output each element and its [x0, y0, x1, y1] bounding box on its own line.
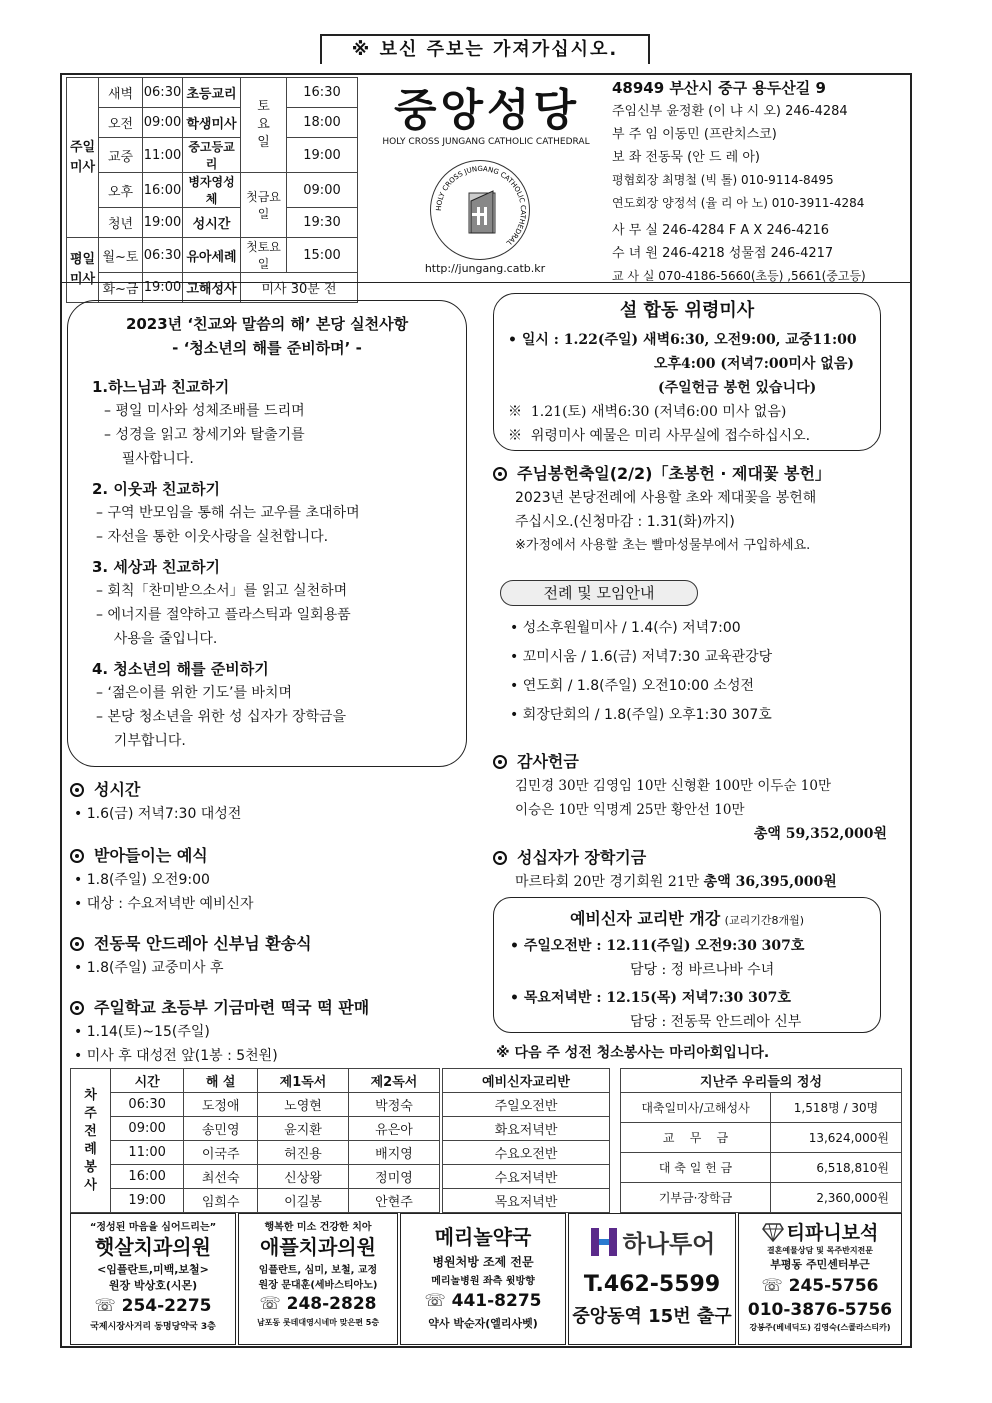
left-notices [70, 778, 490, 1068]
staff-line: 부 주 임 이동민 (프란치스코) [612, 127, 777, 142]
practice-item-line: – 구역 반모임을 통해 쉬는 교우를 초대하며 [96, 505, 360, 521]
scholarship-line: 마르타회 20만 경기회원 21만 [515, 874, 704, 890]
offerings-header: 지난주 우리들의 정성 [621, 1069, 902, 1093]
staff-line: 주임신부 윤정환 (이 냐 시 오) 246-4284 [612, 104, 848, 119]
presentation-title: 주님봉헌축일(2/2)「초봉헌 · 제대꽃 봉헌」 [517, 464, 831, 483]
liturgy-pill: 전례 및 모임안내 [500, 580, 698, 606]
staff-line: 보 좌 전동묵 (안 드 레 아) [612, 150, 760, 165]
ad-address: 중앙동역 15번 출구 [572, 1306, 732, 1327]
section-bullet-icon [493, 851, 507, 865]
mass-row-event: 중고등교리 [183, 138, 241, 173]
service-table [70, 1068, 440, 1213]
catechumen-line: • 목요저녁반 : 12.15(목) 저녁7:30 307호 [510, 990, 791, 1006]
mass-row-time: 06:30 [143, 78, 183, 108]
weekday-mass-label: 평일 미사 [67, 238, 99, 303]
catechism-class-cell: 주일오전반 [443, 1093, 610, 1117]
thanks-title: 감사헌금 [517, 752, 579, 771]
cathedral-logo [430, 160, 530, 260]
ad-name: 메리놀약국 [434, 1225, 532, 1249]
service-cell: 안현주 [349, 1189, 440, 1213]
notice-line: • 미사 후 대성전 앞(1봉 : 5천원) [74, 1048, 278, 1064]
service-cell: 박정숙 [349, 1093, 440, 1117]
service-header: 제1독서 [258, 1069, 349, 1093]
office-line: 수 녀 원 246-4218 성물점 246-4217 [612, 246, 834, 261]
table-row [71, 1189, 440, 1213]
offerings-value: 2,360,000원 [771, 1183, 902, 1213]
first-friday-label: 첫금요일 [241, 173, 287, 238]
service-cell: 유은아 [349, 1117, 440, 1141]
practice-item-line: – 성경을 읽고 창세기와 탈출기를 [104, 427, 305, 443]
catechism-class-cell: 목요저녁반 [443, 1189, 610, 1213]
catechumen-line: 담당 : 전동묵 안드레아 신부 [630, 1014, 802, 1030]
mass-row-event: 유아세례 [183, 238, 241, 273]
service-cell: 정미영 [349, 1165, 440, 1189]
notice-title: 주일학교 초등부 기금마련 떡국 떡 판매 [94, 998, 370, 1017]
section-bullet-icon [70, 1001, 84, 1015]
staff-line: 연도회장 양정석 (율 리 아 노) 010-3911-4284 [612, 196, 865, 210]
table-row [71, 1117, 440, 1141]
sunday-mass-label: 주일 미사 [67, 78, 99, 238]
ad-owner: 부평동 주민센터부근 [770, 1258, 870, 1271]
catechism-header: 예비신자교리반 [443, 1069, 610, 1093]
section-bullet-icon [70, 783, 84, 797]
church-name: 중앙성당 [393, 85, 580, 136]
section-bullet-icon [70, 849, 84, 863]
ad-address: 국제시장사거리 동명당약국 3층 [90, 1322, 216, 1332]
mass-row-name: 오후 [99, 173, 143, 208]
catechism-class-cell: 수요저녁반 [443, 1165, 610, 1189]
ad-phone: ☏ 254-2275 [94, 1296, 212, 1316]
notice-line: • 1.8(주일) 교중미사 후 [74, 960, 224, 976]
practice-item-title: 3. 세상과 친교하기 [92, 558, 221, 576]
presentation-line: 주십시오.(신청마감 : 1.31(화)까지) [515, 514, 735, 530]
ad-phone: ☏ 245-5756 [761, 1276, 879, 1296]
mass-row-time: 16:00 [143, 173, 183, 208]
section-bullet-icon [493, 467, 507, 481]
ad-name: 티파니보석 [786, 1222, 879, 1244]
practice-items [92, 375, 462, 753]
mass-row-event: 초등교리 [183, 78, 241, 108]
memorial-mass-line: ※ 1.21(토) 새벽6:30 (저녁6:00 미사 없음) [508, 404, 787, 420]
thanks-line: 이승은 10만 익명계 25만 황안선 10만 [515, 802, 745, 818]
practice-item-line: – 에너지를 절약하고 플라스틱과 일회용품 [96, 607, 351, 623]
memorial-mass-line: • 일시 : 1.22(주일) 새벽6:30, 오전9:00, 교중11:00 [508, 332, 857, 348]
saturday-time: 16:30 [287, 78, 358, 108]
service-cell: 06:30 [111, 1093, 184, 1117]
service-header: 제2독서 [349, 1069, 440, 1093]
saturday-time: 18:00 [287, 108, 358, 138]
saturday-label: 토 요 일 [241, 78, 287, 173]
practice-item-line: – 평일 미사와 성체조배를 드리며 [104, 403, 305, 419]
mass-row-event: 학생미사 [183, 108, 241, 138]
practice-item-line: – ‘젊은이를 위한 기도’를 바치며 [96, 685, 292, 701]
mass-schedule-table [66, 77, 358, 303]
practice-title: 2023년 ‘친교와 말씀의 해’ 본당 실천사항 [125, 315, 409, 333]
ad-hanatour [568, 1213, 736, 1345]
practice-item-title: 4. 청소년의 해를 준비하기 [92, 660, 269, 678]
ad-owner: 메리놀병원 좌측 윗방향 [431, 1276, 535, 1287]
ad-sub: 결혼예물상담 및 목주반지전문 [766, 1246, 874, 1255]
liturgy-item: • 연도회 / 1.8(주일) 오전10:00 소성전 [510, 678, 754, 694]
ad-sunshine-dental [70, 1213, 236, 1345]
catechism-class-cell: 화요저녁반 [443, 1117, 610, 1141]
saturday-time: 19:00 [287, 138, 358, 173]
service-cell: 허진용 [258, 1141, 349, 1165]
memorial-mass-title: 설 합동 위령미사 [619, 300, 755, 321]
ad-tag: 행복한 미소 건강한 치아 [264, 1222, 372, 1233]
table-row [71, 1141, 440, 1165]
church-address: 48949 부산시 중구 용두산길 9 [612, 79, 826, 97]
notice-line: • 1.14(토)~15(주일) [74, 1024, 210, 1040]
presentation-line: ※가정에서 사용할 초는 빨마성물부에서 구입하세요. [515, 538, 811, 553]
service-header: 시간 [111, 1069, 184, 1093]
mass-row-name: 청년 [99, 208, 143, 238]
office-line: 사 무 실 246-4284 F A X 246-4216 [612, 223, 830, 238]
first-saturday-label: 첫토요일 [241, 238, 287, 273]
service-cell: 이국주 [184, 1141, 258, 1165]
notice-line: • 1.6(금) 저녁7:30 대성전 [74, 806, 242, 822]
ad-tag: “정성된 마음을 심어드리는” [89, 1222, 217, 1233]
offerings-table [620, 1068, 902, 1213]
ad-extra: 강봉주(베네딕도) 김영숙(스콜라스티카) [749, 1323, 891, 1332]
notice-title: 받아들이는 예식 [94, 846, 208, 865]
service-cell: 임희수 [184, 1189, 258, 1213]
service-header: 해 설 [184, 1069, 258, 1093]
offerings-value: 6,518,810원 [771, 1153, 902, 1183]
practice-subtitle: - ‘청소년의 해를 준비하며’ - [172, 339, 362, 357]
service-cell: 최선숙 [184, 1165, 258, 1189]
mass-row-time: 19:00 [143, 208, 183, 238]
table-row [71, 1165, 440, 1189]
notice-line: • 1.8(주일) 오전9:00 [74, 872, 210, 888]
offerings-label: 대축일미사/고해성사 [621, 1093, 771, 1123]
practice-item-line: – 회칙「찬미받으소서」를 읽고 실천하며 [96, 583, 348, 599]
service-cell: 노영현 [258, 1093, 349, 1117]
ad-name: 햇살치과의원 [95, 1235, 211, 1259]
mass-row-time: 09:00 [143, 108, 183, 138]
ad-owner: 원장 박상호(시몬) [108, 1279, 198, 1292]
contact-block [612, 76, 912, 288]
ad-apple-dental [238, 1213, 398, 1345]
mass-row-name: 새벽 [99, 78, 143, 108]
mass-row-name: 화~금 [99, 273, 143, 303]
church-url: http://jungang.catb.kr [424, 262, 546, 275]
practice-item-line: 사용을 줄입니다. [96, 631, 218, 647]
presentation-line: 2023년 본당전례에 사용할 초와 제대꽃을 봉헌해 [515, 490, 817, 506]
cathedral-logo-icon [431, 161, 531, 261]
memorial-mass-line: 오후4:00 (저녁7:00미사 없음) [654, 356, 854, 372]
first-friday-time: 09:00 [287, 173, 358, 208]
memorial-mass-line: (주일헌금 봉헌 있습니다) [658, 380, 817, 396]
ad-sub: <임플란트,미백,보철> [97, 1263, 209, 1276]
offerings-value: 13,624,000원 [771, 1123, 902, 1153]
service-side-label: 차 주 전 례 봉 사 [71, 1069, 111, 1213]
first-saturday-time: 15:00 [287, 238, 358, 273]
church-name-en: HOLY CROSS JUNGANG CATHOLIC CATHEDRAL [382, 137, 590, 147]
mass-row-event: 고해성사 [183, 273, 241, 303]
ad-name: 애플치과의원 [260, 1235, 376, 1259]
mass-row-name: 교중 [99, 138, 143, 173]
mass-row-name: 오전 [99, 108, 143, 138]
service-cell: 11:00 [111, 1141, 184, 1165]
practice-item-title: 1.하느님과 친교하기 [92, 378, 230, 396]
mass-row-event: 병자영성체 [183, 173, 241, 208]
liturgy-item: • 회장단회의 / 1.8(주일) 오후1:30 307호 [510, 707, 772, 723]
ad-address: 010-3876-5756 [747, 1300, 893, 1320]
staff-line: 평협회장 최명철 (빅 톨) 010-9114-8495 [612, 173, 834, 187]
offerings-value: 1,518명 / 30명 [771, 1093, 902, 1123]
catechism-class-table [442, 1068, 610, 1213]
service-cell: 09:00 [111, 1117, 184, 1141]
liturgy-item: • 꼬미시움 / 1.6(금) 저녁7:30 교육관강당 [510, 649, 773, 665]
offerings-label: 대 축 일 헌 금 [621, 1153, 771, 1183]
scholarship-title: 성십자가 장학기금 [517, 848, 647, 867]
mass-row-time: 11:00 [143, 138, 183, 173]
ad-name: 하나투어 [622, 1230, 716, 1258]
mass-row-time: 19:00 [143, 273, 183, 303]
hanatour-logo-icon [589, 1226, 619, 1258]
mass-row-name: 월~토 [99, 238, 143, 273]
header-divider [62, 282, 910, 283]
notice-title: 성시간 [94, 780, 141, 799]
mass-row-event: 성시간 [183, 208, 241, 238]
service-cell: 16:00 [111, 1165, 184, 1189]
mass-row-time: 06:30 [143, 238, 183, 273]
practice-item-title: 2. 이웃과 친교하기 [92, 480, 221, 498]
catechism-class-cell: 수요오전반 [443, 1141, 610, 1165]
catechumen-line: • 주일오전반 : 12.11(주일) 오전9:30 307호 [510, 938, 805, 954]
diamond-icon [762, 1222, 784, 1242]
service-cell: 윤지환 [258, 1117, 349, 1141]
thanks-line: 김민경 30만 김영임 10만 신형환 100만 이두순 10만 [515, 778, 831, 794]
table-row [71, 1093, 440, 1117]
ad-owner: 원장 문대훈(세바스티아노) [258, 1280, 378, 1291]
ad-address: 남포동 롯데대영시네마 맞은편 5층 [256, 1318, 380, 1327]
ad-tiffany-jewelry [738, 1213, 902, 1345]
catechumen-note: (교리기간8개월) [724, 914, 805, 927]
practice-item-line: 필사합니다. [104, 451, 194, 467]
section-bullet-icon [493, 755, 507, 769]
logo-ring-text: HOLY CROSS JUNGANG CATHOLIC CATHEDRAL [434, 164, 528, 247]
service-cell: 도정애 [184, 1093, 258, 1117]
ad-phone: ☏ 441-8275 [424, 1291, 542, 1311]
thanks-total: 총액 59,352,000원 [753, 826, 887, 842]
ad-address: 약사 박순자(엘리사벳) [428, 1317, 538, 1330]
liturgy-item: • 성소후원월미사 / 1.4(수) 저녁7:00 [510, 620, 741, 636]
memorial-mass-line: ※ 위령미사 예물은 미리 사무실에 접수하십시오. [508, 428, 811, 444]
ad-sub: 병원처방 조제 전문 [432, 1255, 534, 1269]
notice-line: • 대상 : 수요저녁반 예비신자 [74, 896, 254, 912]
catechumen-line: 담당 : 정 바르나바 수녀 [630, 962, 775, 978]
offerings-label: 기부금·장학금 [621, 1183, 771, 1213]
first-friday-time: 19:30 [287, 208, 358, 238]
practice-item-line: – 자선을 통한 이웃사랑을 실천합니다. [96, 529, 329, 545]
service-cell: 19:00 [111, 1189, 184, 1213]
scholarship-total: 총액 36,395,000원 [703, 874, 837, 890]
service-cell: 신상왕 [258, 1165, 349, 1189]
service-cell: 이길봉 [258, 1189, 349, 1213]
service-cell: 배지영 [349, 1141, 440, 1165]
ad-phone: T.462-5599 [583, 1272, 721, 1297]
take-bulletin-notice: ※ 보신 주보는 가져가십시오. [320, 34, 650, 64]
ad-sub: 임플란트, 심미, 보철, 교정 [258, 1265, 378, 1276]
catechumen-title: 예비신자 교리반 개강 [569, 909, 721, 928]
section-bullet-icon [70, 937, 84, 951]
ad-maryknoll-pharmacy [400, 1213, 566, 1345]
practice-item-line: – 본당 청소년을 위한 성 십자가 장학금을 [96, 709, 347, 725]
cleaning-note: ※ 다음 주 성전 청소봉사는 마리아회입니다. [496, 1045, 770, 1061]
practice-item-line: 기부합니다. [96, 733, 186, 749]
offerings-label: 교 무 금 [621, 1123, 771, 1153]
ad-phone: ☏ 248-2828 [259, 1294, 377, 1314]
office-line: 교 사 실 070-4186-5660(초등) ,5661(중고등) [612, 269, 866, 283]
service-cell: 송민영 [184, 1117, 258, 1141]
confession-note: 미사 30분 전 [241, 273, 358, 303]
notice-title: 전동묵 안드레아 신부님 환송식 [94, 934, 312, 953]
